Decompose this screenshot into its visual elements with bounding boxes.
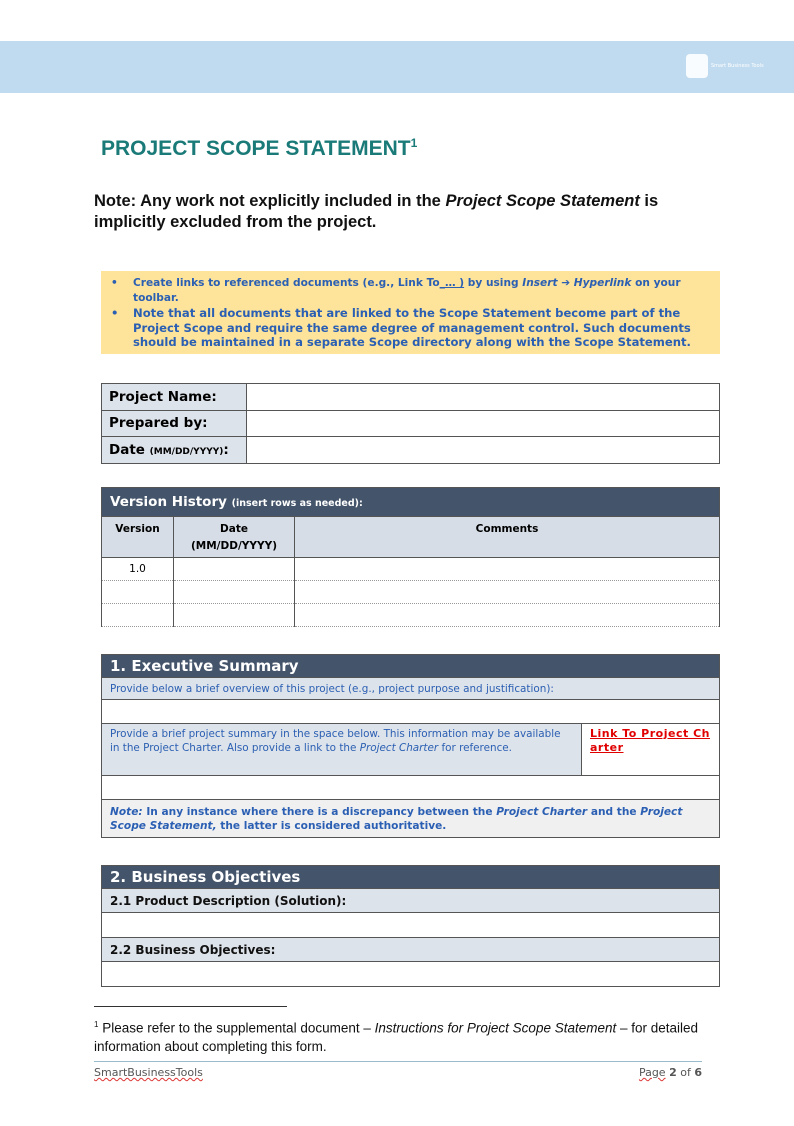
n-a: Note: xyxy=(110,805,143,818)
tip1-a: Create links to referenced documents (e.g., Link To xyxy=(133,277,440,289)
cell[interactable] xyxy=(102,581,174,604)
project-charter-link[interactable]: Link To Project Charter xyxy=(582,724,720,776)
summary-prompt xyxy=(102,724,582,776)
fn-a: Please refer to the supplemental document – xyxy=(98,1020,375,1036)
summary-field[interactable] xyxy=(102,776,720,800)
cell[interactable] xyxy=(102,604,174,627)
cell[interactable] xyxy=(174,558,295,581)
col-version: Version xyxy=(102,517,174,558)
footer-brand: SmartBusinessTools xyxy=(94,1066,203,1079)
prepared-by-label: Prepared by: xyxy=(102,410,247,437)
col-date-label: Date xyxy=(220,523,248,535)
cell[interactable] xyxy=(295,604,720,627)
fn-b: Instructions for Project Scope Statement xyxy=(374,1020,617,1036)
business-objectives-label: 2.2 Business Objectives: xyxy=(102,938,720,962)
project-info-table xyxy=(101,383,720,464)
section-header: 1. Executive Summary xyxy=(102,655,720,678)
table-row xyxy=(102,604,720,627)
col-date xyxy=(174,517,295,558)
page-current: 2 xyxy=(669,1066,677,1079)
tip1-b: by using xyxy=(464,277,523,289)
business-objectives-table xyxy=(101,865,720,987)
footnote xyxy=(94,1016,704,1056)
page-title xyxy=(101,136,417,161)
n-e: Project Scope Statement, xyxy=(110,805,683,832)
n-d: and the xyxy=(587,805,641,818)
date-colon: : xyxy=(223,441,229,458)
vh-title: Version History xyxy=(110,494,232,510)
title-text: PROJECT SCOPE STATEMENT xyxy=(101,137,411,160)
sp-c: for reference. xyxy=(438,742,512,754)
n-b: In any instance where there is a discrepancy between the xyxy=(142,805,497,818)
footnote-separator xyxy=(94,1006,287,1007)
overview-prompt: Provide below a brief overview of this project (e.g., project purpose and justification): xyxy=(102,678,720,700)
business-objectives-field[interactable] xyxy=(102,962,720,987)
cell[interactable] xyxy=(295,558,720,581)
link-placeholder[interactable]: _… ) xyxy=(439,277,465,289)
date-label xyxy=(102,437,247,464)
logo xyxy=(686,54,764,78)
tip-2: • Note that all documents that are linked to the Scope Statement become part of the Project Scope and require the same degree of management control. Such documents should be maintained in a separate Scope directory along with the Scope Statement. xyxy=(109,306,712,350)
version-history-table xyxy=(101,487,720,627)
version-history-header xyxy=(102,488,720,517)
footnote-ref[interactable]: 1 xyxy=(410,136,418,150)
cell[interactable]: 1.0 xyxy=(102,558,174,581)
table-row xyxy=(102,558,720,581)
logo-icon xyxy=(686,54,708,78)
fn-c: – for detailed information about completing this form. xyxy=(94,1020,699,1054)
tip1-d: on your toolbar. xyxy=(133,277,681,304)
instructions-box xyxy=(101,271,720,354)
note-a: Note: Any work not explicitly included in the xyxy=(94,192,446,210)
prepared-by-field[interactable] xyxy=(247,410,720,437)
authority-note xyxy=(102,800,720,838)
executive-summary-table xyxy=(101,654,720,838)
page-word: Page xyxy=(638,1066,666,1079)
tip1-c: Insert ➔ Hyperlink xyxy=(522,277,632,289)
sp-b: Project Charter xyxy=(359,742,439,754)
col-comments: Comments xyxy=(295,517,720,558)
page-number xyxy=(639,1066,702,1079)
date-field[interactable] xyxy=(247,437,720,464)
cell[interactable] xyxy=(295,581,720,604)
note-c: is implicitly excluded from the project. xyxy=(94,192,659,231)
logo-text: Smart Business Tools xyxy=(711,63,764,69)
date-format: (MM/DD/YYYY) xyxy=(149,446,224,457)
product-description-label: 2.1 Product Description (Solution): xyxy=(102,889,720,913)
note-b: Project Scope Statement xyxy=(445,192,640,210)
vh-subtitle: (insert rows as needed): xyxy=(231,498,363,509)
date-label-text: Date xyxy=(109,441,150,458)
cell[interactable] xyxy=(174,581,295,604)
project-name-field[interactable] xyxy=(247,384,720,411)
table-row xyxy=(102,581,720,604)
fn-num: 1 xyxy=(94,1020,99,1029)
section-header: 2. Business Objectives xyxy=(102,866,720,889)
n-f: the latter is considered authoritative. xyxy=(216,819,447,832)
cell[interactable] xyxy=(174,604,295,627)
page-footer xyxy=(94,1061,702,1079)
project-name-label: Project Name: xyxy=(102,384,247,411)
page-total: 6 xyxy=(694,1066,702,1079)
product-description-field[interactable] xyxy=(102,913,720,938)
tip-1 xyxy=(109,276,712,305)
col-date-format: (MM/DD/YYYY) xyxy=(190,540,277,552)
overview-field[interactable] xyxy=(102,700,720,724)
sp-a: Provide a brief project summary in the space below. This information may be available in the Project Charter. Also provide a link to the xyxy=(110,728,561,754)
header-band xyxy=(0,41,794,93)
scope-note xyxy=(94,191,694,233)
page-of: of xyxy=(676,1066,695,1079)
n-c: Project Charter xyxy=(496,805,588,818)
